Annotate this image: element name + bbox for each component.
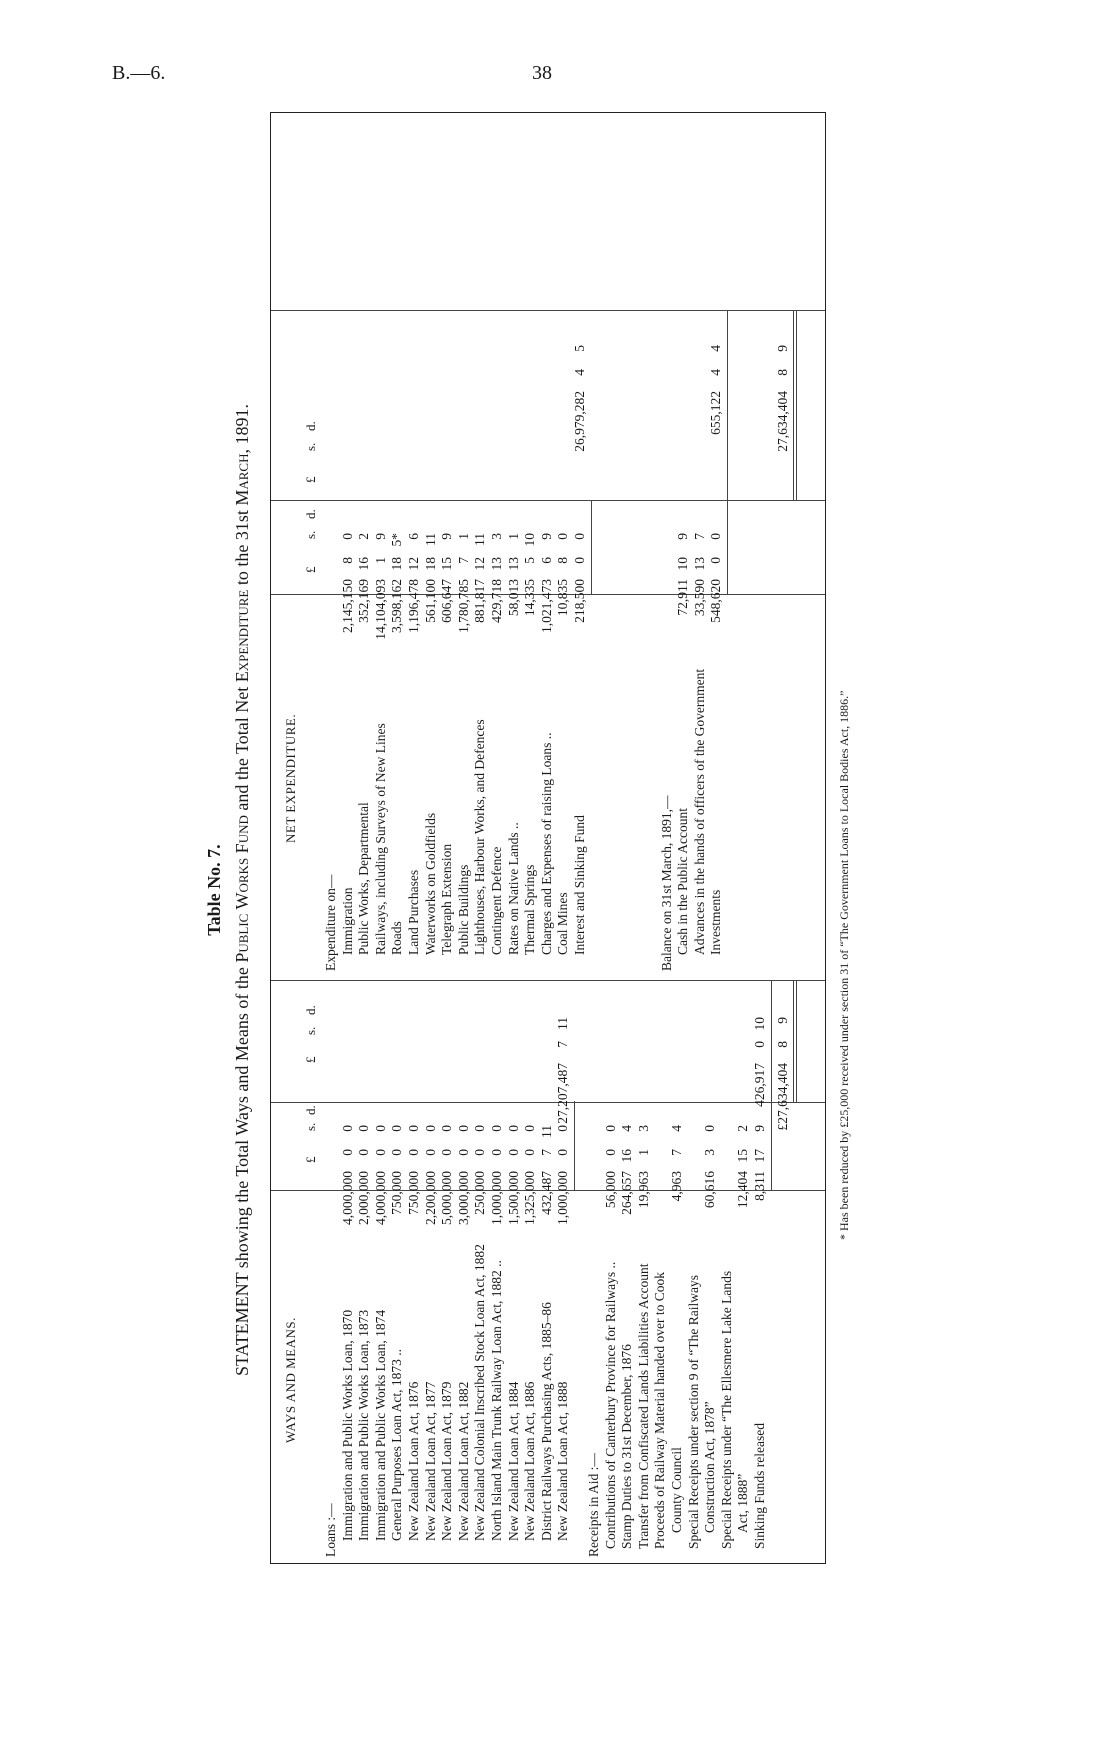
lsd-header-label: £: [303, 1056, 318, 1063]
lsd-header-label: d.: [303, 1005, 318, 1015]
loan-item-pence: 0: [372, 1125, 388, 1132]
expenditure-item-pounds: 14,335: [522, 579, 538, 617]
loan-item-shillings: 0: [389, 1149, 405, 1156]
balance-item-pence: 9: [675, 533, 691, 540]
expenditure-total-pence: 5: [572, 345, 587, 352]
balance-item-pence: 0: [708, 533, 724, 540]
expenditure-item-pence: 1: [455, 533, 471, 540]
receipt-item-shillings: 17: [752, 1149, 767, 1163]
expenditure-item-shillings: 6: [538, 557, 554, 564]
expenditure-item-shillings: 13: [489, 557, 504, 571]
receipt-item-shillings: 1: [635, 1149, 651, 1156]
expenditure-item-shillings: 8: [555, 557, 571, 564]
loan-item-label: New Zealand Loan Act, 1888: [555, 1381, 571, 1541]
loan-item-pence: 0: [489, 1125, 504, 1132]
loan-item-pounds: 750,000: [389, 1171, 405, 1215]
expenditure-total-pounds: 26,979,282: [572, 391, 587, 452]
page-number: 38: [532, 62, 552, 84]
receipts-total-shillings: 0: [752, 1041, 767, 1048]
loan-item-label: New Zealand Loan Act, 1879: [439, 1381, 455, 1541]
subtotal-rule: [727, 501, 728, 595]
ways-grand-total-pence: 9: [774, 1017, 790, 1024]
loan-item-pence: 0: [339, 1125, 355, 1132]
expenditure-item-shillings: 12: [406, 557, 421, 571]
expenditure-item-pence: 1: [505, 533, 521, 540]
expenditure-item-shillings: 16: [356, 557, 372, 571]
loan-item-pence: 0: [472, 1125, 488, 1132]
expenditure-item-shillings: 13: [505, 557, 521, 571]
receipt-item-pence: 0: [702, 1125, 718, 1132]
loan-item-pounds: 1,500,000: [505, 1171, 521, 1225]
loan-item-shillings: 0: [455, 1149, 471, 1156]
title-mid: and the Total Net: [232, 686, 252, 811]
expenditure-item-label: Coal Mines: [555, 892, 571, 955]
expenditure-item-pence: 0: [555, 533, 571, 540]
loan-item-pounds: 2,000,000: [356, 1171, 372, 1225]
loan-item-label: New Zealand Loan Act, 1876: [406, 1381, 421, 1541]
loan-item-label: District Railways Purchasing Acts, 1885–86: [538, 1302, 554, 1541]
expenditure-item-pence: 10: [522, 533, 538, 547]
expenditure-item-label: Rates on Native Lands ..: [505, 822, 521, 955]
receipt-item-shillings: 3: [702, 1149, 718, 1156]
expenditure-item-label: Waterworks on Goldfields: [422, 812, 438, 955]
loan-item-shillings: 0: [522, 1149, 538, 1156]
receipts-heading: Receipts in Aid :—: [586, 1453, 601, 1557]
receipt-item-label: Stamp Duties to 31st December, 1876: [619, 1344, 635, 1549]
title-fund: Public Works Fund: [232, 815, 252, 963]
lsd-header-label: £: [303, 1156, 318, 1163]
loan-item-pence: 0: [455, 1125, 471, 1132]
expenditure-item-label: Land Purchases: [406, 869, 421, 955]
balance-item-label: Advances in the hands of officers of the Government: [691, 668, 707, 955]
ways-grand-total-shillings: 8: [774, 1041, 790, 1048]
total-rule: [727, 311, 728, 501]
expenditure-item-pounds: 1,780,785: [455, 579, 471, 633]
expenditure-item-pence: 3: [489, 533, 504, 540]
expenditure-item-shillings: 1: [372, 557, 388, 564]
subtotal-rule: [591, 501, 592, 595]
expenditure-item-shillings: 15: [439, 557, 455, 571]
loan-item-pounds: 1,325,000: [522, 1171, 538, 1225]
expenditure-item-pence: 0: [339, 533, 355, 540]
receipt-item-pounds: 56,000: [602, 1171, 618, 1209]
receipt-item-pence: 4: [619, 1125, 635, 1132]
loans-total-pounds: 27,207,487: [555, 1063, 571, 1124]
loan-item-pence: 0: [389, 1125, 405, 1132]
lsd-header-label: d.: [303, 421, 318, 431]
expenditure-item-pounds: 2,145,150: [339, 579, 355, 633]
receipt-item-pence: 9: [752, 1125, 767, 1132]
expenditure-item-shillings: 12: [472, 557, 488, 571]
loans-total-shillings: 7: [555, 1041, 571, 1048]
expenditure-item-label: Railways, including Surveys of New Lines: [372, 723, 388, 955]
expenditure-item-label: Charges and Expenses of raising Loans ..: [538, 732, 554, 955]
receipt-item-pence: 4: [669, 1125, 684, 1132]
expenditure-item-label: Public Buildings: [455, 864, 471, 955]
expenditure-item-pounds: 561,100: [422, 579, 438, 623]
rotated-table-page: [204, 120, 904, 1660]
expenditure-item-pence: 9: [538, 533, 554, 540]
loan-item-pence: 0: [555, 1125, 571, 1132]
title-suffix: , 1891.: [232, 404, 252, 454]
loan-item-label: Immigration and Public Works Loan, 1874: [372, 1309, 388, 1541]
expenditure-grand-total-shillings: 8: [774, 369, 790, 376]
expenditure-item-pence: 0: [572, 533, 587, 540]
loan-item-pence: 0: [356, 1125, 372, 1132]
table-number: Table No. 7.: [204, 844, 224, 936]
total-rule: [771, 981, 772, 1103]
ways-grand-total-pounds: £27,634,404: [774, 1063, 790, 1131]
loan-item-shillings: 7: [538, 1149, 554, 1156]
balance-item-label: Investments: [708, 889, 724, 955]
expenditure-item-pounds: 606,647: [439, 579, 455, 623]
balance-total-pence: 4: [708, 345, 724, 352]
subtotal-rule: [574, 1101, 575, 1191]
expenditure-item-pounds: 1,196,478: [406, 579, 421, 633]
loan-item-pence: 0: [505, 1125, 521, 1132]
footnote: * Has been reduced by £25,000 received under section 31 of “The Government Loans to Local Bodies Act, 1886.”: [837, 690, 851, 1240]
loan-item-label: General Purposes Loan Act, 1873 ..: [389, 1349, 405, 1541]
loan-item-label: New Zealand Loan Act, 1884: [505, 1381, 521, 1541]
double-rule: [796, 981, 797, 1103]
balance-item-label: Cash in the Public Account: [675, 808, 691, 955]
loan-item-pence: 0: [406, 1125, 421, 1132]
loan-item-shillings: 0: [372, 1149, 388, 1156]
expenditure-item-pence: 6: [406, 533, 421, 540]
expenditure-item-pounds: 218,500: [572, 579, 587, 623]
expenditure-item-label: Contingent Defence: [489, 846, 504, 955]
expenditure-item-label: Lighthouses, Harbour Works, and Defences: [472, 719, 488, 955]
loan-item-pounds: 3,000,000: [455, 1171, 471, 1225]
balance-total-pounds: 655,122: [708, 391, 724, 435]
balance-item-pounds: 72,911: [675, 579, 691, 616]
double-rule: [793, 311, 794, 501]
title-to: to the 31st: [232, 510, 252, 586]
table-title: [234, 120, 250, 1660]
lsd-header-label: s.: [303, 442, 318, 451]
expenditure-item-label: Interest and Sinking Fund: [572, 815, 587, 955]
receipts-total-pence: 10: [752, 1017, 767, 1031]
loan-item-pounds: 432,487: [538, 1171, 554, 1215]
receipt-item-label: Sinking Funds released: [752, 1423, 767, 1549]
loan-item-pounds: 1,000,000: [555, 1171, 571, 1225]
loan-item-label: Immigration and Public Works Loan, 1870: [339, 1309, 355, 1541]
loan-item-shillings: 0: [422, 1149, 438, 1156]
loan-item-pounds: 750,000: [406, 1171, 421, 1215]
receipt-item-label: Proceeds of Railway Material handed over to Cook: [652, 1271, 668, 1549]
loan-item-pounds: 2,200,000: [422, 1171, 438, 1225]
expenditure-grand-total-pence: 9: [774, 345, 790, 352]
receipt-item-label: Transfer from Confiscated Lands Liabilities Account: [635, 1263, 651, 1549]
column-rule: [271, 310, 825, 311]
title-prefix: STATEMENT showing the Total Ways and Means of the: [232, 967, 252, 1376]
loan-item-pence: 0: [422, 1125, 438, 1132]
lsd-header-label: d.: [303, 1105, 318, 1115]
loan-item-pence: 0: [439, 1125, 455, 1132]
receipt-item-pounds: 264,657: [619, 1171, 635, 1215]
expenditure-item-pence: 5*: [389, 533, 405, 547]
loan-item-label: New Zealand Loan Act, 1882: [455, 1381, 471, 1541]
loans-total-pence: 11: [555, 1017, 571, 1030]
receipt-item-pounds: 60,616: [702, 1171, 718, 1209]
expenditure-item-label: Thermal Springs: [522, 864, 538, 955]
lsd-header-label: £: [303, 476, 318, 483]
receipt-item-label-cont: Construction Act, 1878”: [702, 1401, 718, 1533]
statement-table: [270, 112, 826, 1564]
expenditure-item-label: Roads: [389, 921, 405, 955]
title-expenditure: Expenditure: [232, 589, 252, 683]
expenditure-item-label: Telegraph Extension: [439, 843, 455, 955]
receipt-item-label: Special Receipts under “The Ellesmere Lake Lands: [718, 1270, 734, 1549]
loan-item-pounds: 1,000,000: [489, 1171, 504, 1225]
balance-item-pounds: 33,590: [691, 579, 707, 617]
receipt-item-pence: 2: [735, 1125, 751, 1132]
loan-item-pounds: 250,000: [472, 1171, 488, 1215]
expenditure-item-pounds: 881,817: [472, 579, 488, 623]
expenditure-heading: Expenditure on—: [323, 874, 338, 971]
receipt-item-label-cont: County Council: [669, 1447, 684, 1533]
loan-item-label: North Island Main Trunk Railway Loan Act, 1882 ..: [489, 1260, 504, 1541]
expenditure-item-shillings: 18: [422, 557, 438, 571]
loan-item-pence: 11: [538, 1125, 554, 1138]
balance-item-pence: 7: [691, 533, 707, 540]
loan-item-pounds: 4,000,000: [372, 1171, 388, 1225]
double-rule: [796, 311, 797, 501]
receipt-item-label: Special Receipts under section 9 of “The Railways: [685, 1274, 701, 1549]
expenditure-item-shillings: 5: [522, 557, 538, 564]
loan-item-label: New Zealand Colonial Inscribed Stock Loan Act, 1882: [472, 1244, 488, 1541]
expenditure-item-pence: 2: [356, 533, 372, 540]
loan-item-label: New Zealand Loan Act, 1886: [522, 1381, 538, 1541]
receipt-item-shillings: 7: [669, 1149, 684, 1156]
page-header-left: B.—6.: [112, 62, 166, 84]
receipt-item-shillings: 0: [602, 1149, 618, 1156]
expenditure-item-pounds: 58,013: [505, 579, 521, 617]
lsd-header-label: s.: [303, 530, 318, 539]
expenditure-item-pounds: 3,598,162: [389, 579, 405, 633]
loan-item-shillings: 0: [439, 1149, 455, 1156]
lsd-header-label: d.: [303, 509, 318, 519]
double-rule: [793, 981, 794, 1103]
expenditure-item-pounds: 352,169: [356, 579, 372, 623]
expenditure-item-pounds: 10,835: [555, 579, 571, 617]
expenditure-item-label: Public Works, Departmental: [356, 802, 372, 955]
column-rule: [271, 1102, 825, 1103]
expenditure-item-shillings: 7: [455, 557, 471, 564]
receipt-item-pounds: 19,963: [635, 1171, 651, 1209]
expenditure-item-pence: 9: [372, 533, 388, 540]
expenditure-item-pence: 9: [439, 533, 455, 540]
balance-heading: Balance on 31st March, 1891,—: [658, 795, 674, 971]
loan-item-shillings: 0: [472, 1149, 488, 1156]
expenditure-item-shillings: 8: [339, 557, 355, 564]
column-rule: [271, 980, 825, 981]
expenditure-grand-total-pounds: 27,634,404: [774, 391, 790, 452]
receipt-item-pounds: 12,404: [735, 1171, 751, 1209]
expenditure-item-pounds: 429,718: [489, 579, 504, 623]
lsd-header-label: £: [303, 566, 318, 573]
loan-item-shillings: 0: [356, 1149, 372, 1156]
lsd-header-label: s.: [303, 1026, 318, 1035]
receipt-item-label-cont: Act, 1888”: [735, 1473, 751, 1533]
receipt-item-shillings: 15: [735, 1149, 751, 1163]
title-march: March: [232, 453, 252, 506]
expenditure-item-label: Immigration: [339, 887, 355, 955]
loan-item-pounds: 5,000,000: [439, 1171, 455, 1225]
expenditure-item-pence: 11: [472, 533, 488, 546]
lsd-header-label: s.: [303, 1122, 318, 1131]
loans-heading: Loans :—: [323, 1503, 338, 1557]
balance-item-pounds: 548,620: [708, 579, 724, 623]
receipt-item-label: Contributions of Canterbury Province for Railways ..: [602, 1261, 618, 1549]
loan-item-shillings: 0: [406, 1149, 421, 1156]
receipt-item-pounds: 4,963: [669, 1171, 684, 1202]
column-rule: [271, 500, 825, 501]
loan-item-shillings: 0: [489, 1149, 504, 1156]
expenditure-item-shillings: 18: [389, 557, 405, 571]
receipts-total-pounds: 426,917: [752, 1063, 767, 1107]
receipt-item-pounds: 8,311: [752, 1171, 767, 1201]
loan-item-label: New Zealand Loan Act, 1877: [422, 1381, 438, 1541]
loan-item-pence: 0: [522, 1125, 538, 1132]
loan-item-shillings: 0: [505, 1149, 521, 1156]
expenditure-item-pounds: 1,021,473: [538, 579, 554, 633]
net-expenditure-header: NET EXPENDITURE.: [283, 713, 298, 843]
balance-item-shillings: 10: [675, 557, 691, 571]
subtotal-rule: [771, 1101, 772, 1191]
expenditure-total-shillings: 4: [572, 369, 587, 376]
receipt-item-pence: 0: [602, 1125, 618, 1132]
balance-item-shillings: 0: [708, 557, 724, 564]
receipt-item-shillings: 16: [619, 1149, 635, 1163]
loan-item-label: Immigration and Public Works Loan, 1873: [356, 1309, 372, 1541]
expenditure-item-pounds: 14,104,093: [372, 579, 388, 640]
balance-total-shillings: 4: [708, 369, 724, 376]
expenditure-item-shillings: 0: [572, 557, 587, 564]
balance-item-shillings: 13: [691, 557, 707, 571]
receipt-item-pence: 3: [635, 1125, 651, 1132]
loan-item-shillings: 0: [555, 1149, 571, 1156]
ways-means-header: WAYS AND MEANS.: [283, 1317, 298, 1443]
loan-item-shillings: 0: [339, 1149, 355, 1156]
loan-item-pounds: 4,000,000: [339, 1171, 355, 1225]
expenditure-item-pence: 11: [422, 533, 438, 546]
